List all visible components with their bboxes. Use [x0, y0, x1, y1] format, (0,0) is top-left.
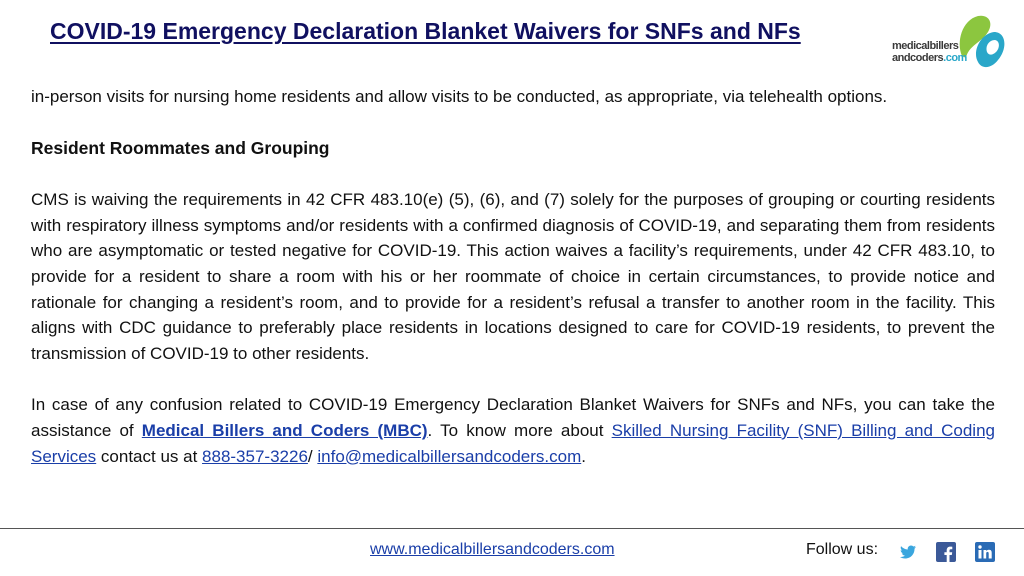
logo-line-1: medicalbillers: [892, 40, 959, 52]
logo-line-2-suffix: .com: [943, 52, 967, 64]
section-heading: Resident Roommates and Grouping: [31, 137, 330, 158]
document-body: [31, 84, 995, 469]
closing-text-4: /: [307, 446, 318, 466]
company-logo[interactable]: [892, 12, 1014, 72]
email-link[interactable]: info@medicalbillersandcoders.com: [317, 446, 582, 466]
mbc-link[interactable]: Medical Billers and Coders (MBC): [141, 420, 428, 440]
closing-text-5: .: [581, 446, 586, 466]
logo-line-2: andcoders: [892, 52, 944, 64]
closing-text-1: In case of any confusion related to COVID-19 Emergency Declaration Blanket Waivers for SNFs and NFs, you can take the assistance of: [31, 395, 995, 440]
footer-website-link[interactable]: www.medicalbillersandcoders.com: [370, 541, 615, 558]
linkedin-icon[interactable]: [975, 542, 995, 562]
phone-link[interactable]: 888-357-3226: [202, 446, 308, 466]
closing-paragraph: [31, 392, 995, 469]
snf-services-link[interactable]: Skilled Nursing Facility (SNF) Billing and Coding Services: [31, 420, 995, 466]
waiver-paragraph: CMS is waiving the requirements in 42 CFR 483.10(e) (5), (6), and (7) solely for the purposes of grouping or courting residents with respiratory illness symptoms and/or residents with a confirmed diagnosis of COVID-19, and separating them from residents who are asymptomatic or tested negative for COVID-19. This action waives a facility’s requirements, under 42 CFR 483.10, to provide for a resident to share a room with his or her roommate of choice in certain circumstances, to provide notice and rationale for changing a resident’s room, and to provide for a resident’s refusal a transfer to another room in the facility. This aligns with CDC guidance to preferably place residents in locations designed to care for COVID-19 residents, to prevent the transmission of COVID-19 to other residents.: [31, 190, 995, 363]
closing-text-2: . To know more about: [427, 420, 612, 440]
twitter-icon[interactable]: [898, 542, 918, 562]
follow-us-label: Follow us:: [806, 541, 879, 558]
logo-wordmark: [892, 40, 972, 64]
facebook-icon[interactable]: [936, 542, 956, 562]
intro-paragraph: in-person visits for nursing home residents and allow visits to be conducted, as appropriate, via telehealth options.: [31, 87, 888, 106]
footer-divider: [0, 528, 1024, 529]
closing-text-3: contact us at: [96, 446, 203, 466]
page-title: COVID-19 Emergency Declaration Blanket Waivers for SNFs and NFs: [50, 18, 801, 44]
